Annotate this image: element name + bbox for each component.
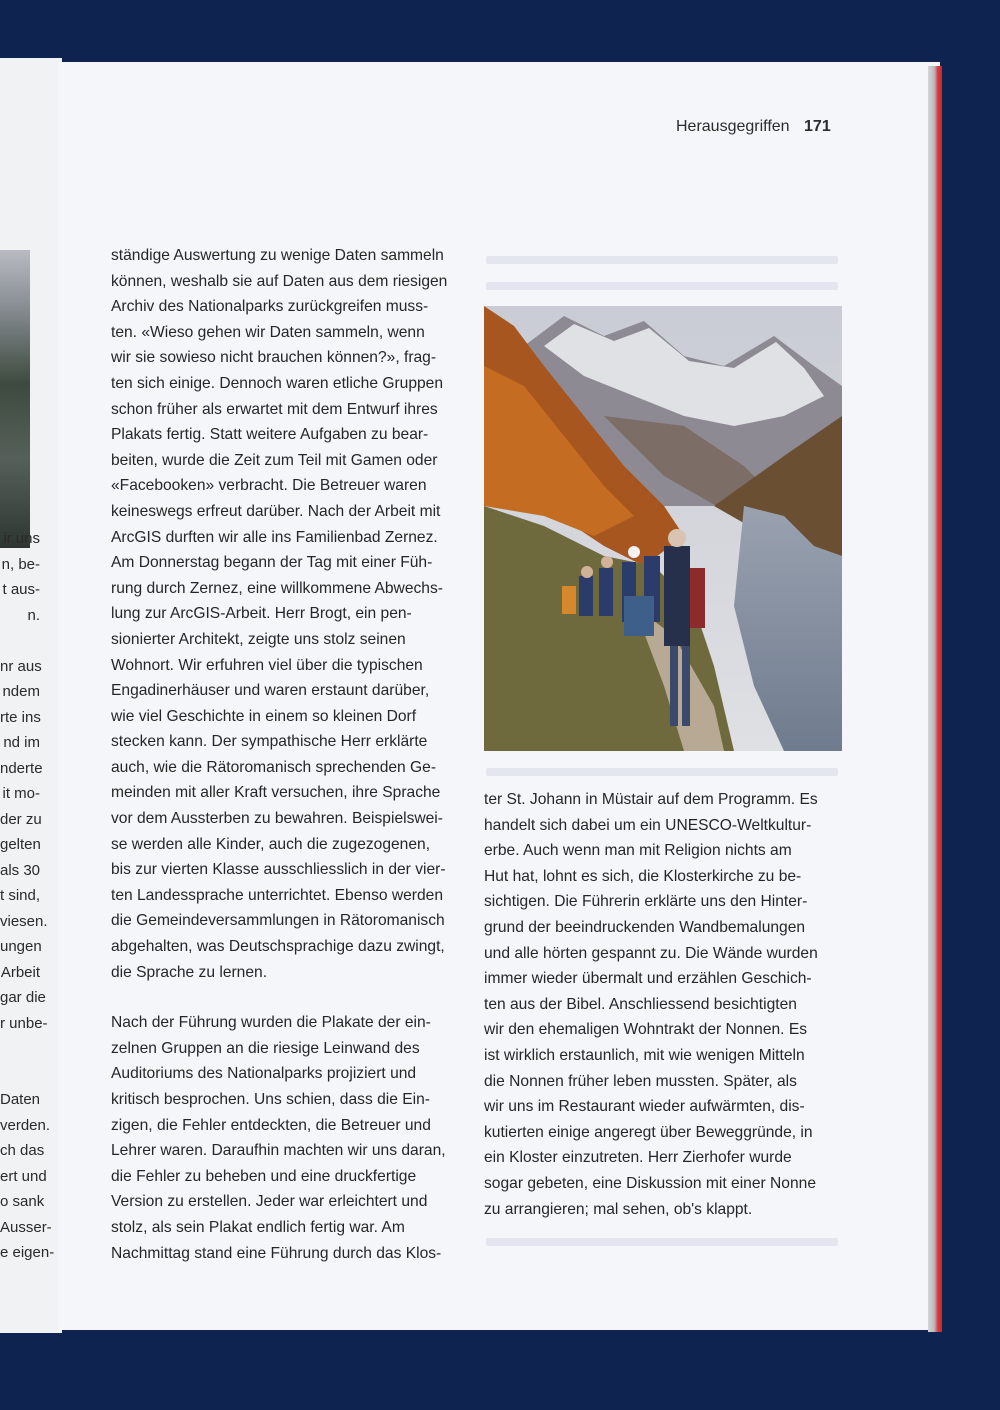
left-page-text-line xyxy=(0,1036,40,1062)
left-page-text-line: Daten xyxy=(0,1091,41,1108)
text-line: erbe. Auch wenn man mit Religion nichts am xyxy=(484,842,792,860)
page-number: 171 xyxy=(804,118,831,135)
text-line: schon früher als erwartet mit dem Entwurf ihres xyxy=(111,400,438,418)
paragraph xyxy=(111,243,461,985)
text-line: und alle hörten gespannt zu. Die Wände wurden xyxy=(484,944,818,962)
show-through xyxy=(486,1238,838,1246)
text-line: stecken kann. Der sympathische Herr erklärte xyxy=(111,733,428,751)
left-page-text-line: ndem xyxy=(2,683,40,700)
left-page-text-line: o sank xyxy=(0,1193,45,1210)
text-line: ArcGIS durften wir alle ins Familienbad Zernez. xyxy=(111,528,438,546)
text-line: beiten, wurde die Zeit zum Teil mit Gamen oder xyxy=(111,451,438,469)
left-page-text-line: verden. xyxy=(0,1116,51,1134)
text-line: ten aus der Bibel. Anschliessend besichtigten xyxy=(484,995,797,1013)
text-line: Wohnort. Wir erfuhren viel über die typischen xyxy=(111,656,423,674)
left-page-text-line: nr aus xyxy=(0,657,42,675)
text-line: wie viel Geschichte in einem so kleinen Dorf xyxy=(111,707,417,725)
text-line: können, weshalb sie auf Daten aus dem riesigen xyxy=(111,272,448,290)
text-line: Engadinerhäuser und waren erstaunt darüber, xyxy=(111,682,430,700)
text-line: immer wieder übermalt und erzählen Geschich- xyxy=(484,970,812,988)
text-line: kutierten einige angeregt über Beweggründe, in xyxy=(484,1123,813,1141)
text-line: se werden alle Kinder, auch die zugezogenen, xyxy=(111,835,431,853)
text-line: kritisch besprochen. Uns schien, dass die Ein- xyxy=(111,1091,430,1108)
left-page-text-line xyxy=(0,1062,40,1088)
section-title: Herausgegriffen xyxy=(676,118,790,135)
text-line: sionierter Architekt, zeigte uns stolz seinen xyxy=(111,630,406,648)
left-page-text-line: n, be- xyxy=(1,555,40,573)
left-page-text-line: ungen xyxy=(0,938,42,955)
show-through xyxy=(486,768,838,776)
text-line: Version zu erstellen. Jeder war erleichtert und xyxy=(111,1193,428,1211)
text-line: die Fehler zu beheben und eine druckfertige xyxy=(111,1167,417,1185)
text-line: wir den ehemaligen Wohntrakt der Nonnen. Es xyxy=(484,1021,808,1039)
text-line: die Nonnen früher leben mussten. Später, als xyxy=(484,1072,797,1090)
text-line: die Gemeindeversammlungen in Rätoromanisch xyxy=(111,912,445,930)
show-through xyxy=(486,256,838,264)
left-page-text-line: Arbeit xyxy=(0,963,40,981)
text-line: ein Kloster einzutreten. Herr Zierhofer wurde xyxy=(484,1149,792,1167)
photo-illustration xyxy=(484,306,842,751)
text-line: Nach der Führung wurden die Plakate der ein- xyxy=(111,1014,431,1032)
left-page-text-line: viesen. xyxy=(0,912,48,930)
left-page-text-line: nderte xyxy=(0,759,43,777)
left-page-text-line: ert und xyxy=(0,1167,47,1185)
text-line: stolz, als sein Plakat endlich fertig war. Am xyxy=(111,1218,405,1236)
text-line: zelnen Gruppen an die riesige Leinwand des xyxy=(111,1039,420,1057)
text-line: wir uns im Restaurant wieder aufwärmten, dis- xyxy=(484,1098,805,1116)
text-line: ten. «Wieso gehen wir Daten sammeln, wenn xyxy=(111,323,425,341)
text-line: grund der beeindruckenden Wandbemalungen xyxy=(484,918,806,936)
text-line: bis zur vierten Klasse ausschliesslich in der vier- xyxy=(111,861,446,879)
text-line: abgehalten, was Deutschsprachige dazu zwingt, xyxy=(111,938,445,956)
left-page-text-line: der zu xyxy=(0,810,42,828)
text-line: zigen, die Fehler entdeckten, die Betreuer und xyxy=(111,1116,431,1134)
left-page-text-line xyxy=(0,628,40,654)
text-line: lung zur ArcGIS-Arbeit. Herr Brogt, ein pen- xyxy=(111,605,412,623)
text-line: «Facebooken» verbracht. Die Betreuer waren xyxy=(111,477,427,495)
text-line: vor dem Aussterben zu bewahren. Beispielswei- xyxy=(111,810,443,828)
left-page-photo-fragment xyxy=(0,250,30,548)
text-line: Hut hat, lohnt es sich, die Klosterkirche zu be- xyxy=(484,867,802,885)
left-page-edge xyxy=(0,58,62,1333)
mountain-hiking-photo xyxy=(484,306,842,751)
running-header xyxy=(676,118,831,136)
text-line: Archiv des Nationalparks zurückgreifen muss- xyxy=(111,298,429,316)
text-line: ten sich einige. Dennoch waren etliche Gruppen xyxy=(111,374,444,392)
left-page-text-line: Ausser- xyxy=(0,1218,52,1236)
left-page-text-line: e eigen- xyxy=(0,1244,55,1261)
left-page-text-line: rte ins xyxy=(0,708,41,726)
text-line: sogar gebeten, eine Diskussion mit einer Nonne xyxy=(484,1174,816,1192)
text-line: Am Donnerstag begann der Tag mit einer Füh- xyxy=(111,554,433,572)
left-page-text-line: als 30 xyxy=(0,861,41,879)
text-line: rung durch Zernez, eine willkommene Abwechs- xyxy=(111,579,443,597)
page-edge-stack xyxy=(928,66,942,1332)
text-line: Lehrer waren. Daraufhin machten wir uns daran, xyxy=(111,1142,446,1160)
text-line: Plakats fertig. Statt weitere Aufgaben zu bear- xyxy=(111,426,429,444)
left-page-text-line: t aus- xyxy=(2,581,40,598)
left-page-text-line: ir uns xyxy=(3,530,40,547)
left-page-text-line: ch das xyxy=(0,1142,45,1159)
text-line: ten Landessprache unterrichtet. Ebenso werden xyxy=(111,886,444,904)
text-column-right xyxy=(484,787,842,1222)
left-page-text-line: gelten xyxy=(0,836,41,853)
text-line: Auditoriums des Nationalparks projiziert und xyxy=(111,1065,417,1083)
left-page-text-line: t sind, xyxy=(0,887,41,904)
left-page-text-line: n. xyxy=(27,606,40,624)
text-line: ist wirklich erstaunlich, mit wie wenigen Mitteln xyxy=(484,1046,805,1064)
text-column-left xyxy=(111,243,461,1266)
text-line: keineswegs erfreut darüber. Nach der Arbeit mit xyxy=(111,502,441,520)
text-line: wir sie sowieso nicht brauchen können?», frag- xyxy=(111,349,437,367)
paragraph xyxy=(111,1010,461,1266)
show-through xyxy=(486,282,838,290)
left-page-text-line: gar die xyxy=(0,989,46,1006)
text-line: meinden mit aller Kraft versuchen, ihre Sprache xyxy=(111,784,441,802)
text-line: sichtigen. Die Führerin erklärte uns den Hinter- xyxy=(484,893,808,911)
left-page-text-line: it mo- xyxy=(2,785,40,802)
text-line: handelt sich dabei um ein UNESCO-Weltkultur- xyxy=(484,816,812,834)
text-line: ständige Auswertung zu wenige Daten sammeln xyxy=(111,247,444,264)
text-line: ter St. Johann in Müstair auf dem Programm. Es xyxy=(484,791,818,808)
text-line: die Sprache zu lernen. xyxy=(111,963,268,981)
left-page-text-fragments xyxy=(0,526,55,1266)
paragraph xyxy=(484,787,842,1222)
text-line: Nachmittag stand eine Führung durch das Klos- xyxy=(111,1244,442,1262)
left-page-text-line: r unbe- xyxy=(0,1014,48,1032)
text-line: zu arrangieren; mal sehen, ob's klappt. xyxy=(484,1200,753,1218)
text-line: auch, wie die Rätoromanisch sprechenden Ge- xyxy=(111,758,437,776)
left-page-text-line: nd im xyxy=(3,734,40,751)
